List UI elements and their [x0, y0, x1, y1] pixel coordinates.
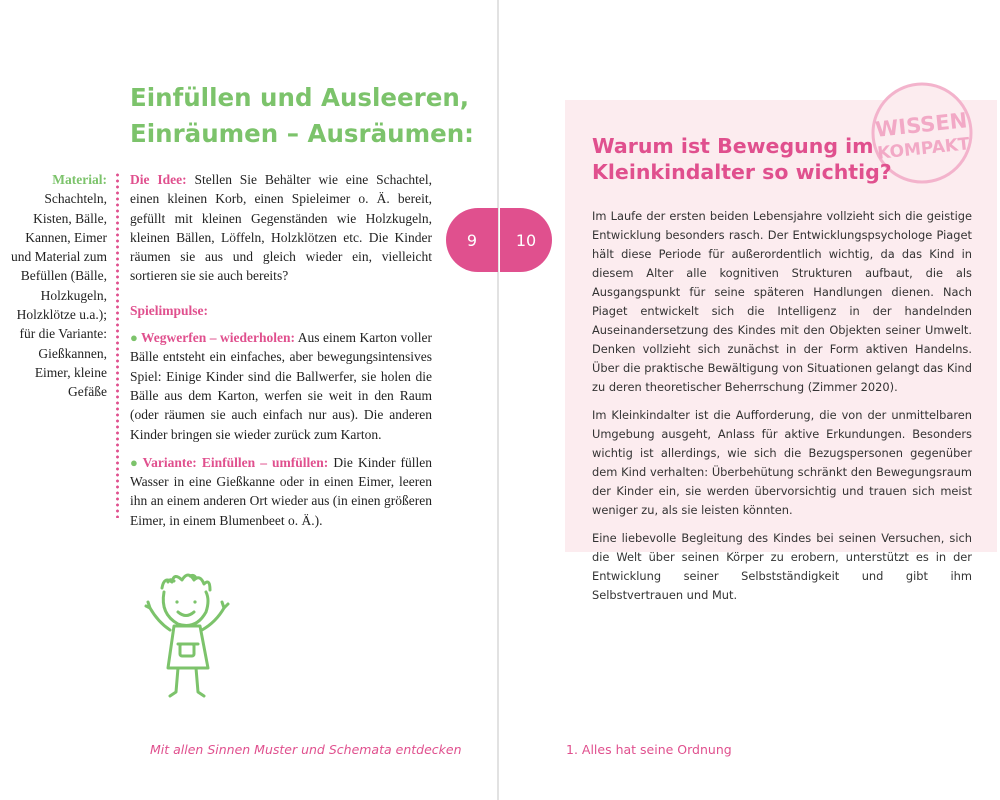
- material-line: Kisten, Bälle,: [33, 210, 107, 226]
- dotted-divider: [116, 172, 119, 518]
- material-line: Holzkugeln,: [40, 287, 107, 303]
- material-line: Kannen, Eimer: [25, 229, 107, 245]
- material-line: Eimer, kleine: [34, 364, 107, 380]
- left-page-title: [130, 80, 474, 152]
- footer-left: Mit allen Sinnen Muster und Schemata entdecken: [150, 742, 462, 757]
- material-label: Material:: [52, 172, 107, 187]
- material-line: und Material zum: [11, 249, 107, 265]
- idea-text: Stellen Sie Behälter wie eine Schachtel, einen kleinen Korb, einen Spieleimer o. Ä. bereit, gefüllt mit kleinen Gegenständen wie Holzkugeln, kleinen Bällen, Löffeln, Holzklötzen etc. Die Kinder räumen sie aus und gleich wieder ein, vielleicht sortieren sie sie auch bereits?: [130, 172, 432, 284]
- book-gutter: [497, 0, 499, 800]
- material-line: Holzklötze u.a.);: [16, 307, 107, 323]
- info-box-title: [592, 133, 892, 185]
- impulse-label: Variante: Einfüllen – umfüllen:: [142, 454, 329, 470]
- material-sidebar: [0, 170, 107, 402]
- impulse-label: Wegwerfen – wiederholen:: [141, 330, 295, 346]
- info-box-text: [592, 207, 972, 614]
- material-line: Gießkannen,: [38, 345, 107, 361]
- material-line: Befüllen (Bälle,: [20, 268, 107, 284]
- impulse-item: [130, 453, 432, 530]
- material-line: Schachteln,: [44, 191, 107, 207]
- main-text-column: [130, 170, 432, 530]
- impulse-text: Die Kinder füllen Wasser in eine Gießkanne oder in einen Eimer, leeren ihn an einem anderen Ort wieder aus (in einen größeren Eimer, in einem Blumenbeet o. Ä.).: [130, 454, 433, 528]
- impulse-item: [130, 328, 432, 444]
- material-line: Gefäße: [68, 384, 107, 400]
- title-line-1: Einfüllen und Ausleeren,: [130, 83, 470, 112]
- child-illustration: [140, 568, 240, 708]
- info-paragraph: Im Laufe der ersten beiden Lebensjahre vollzieht sich die geistige Entwicklung besonders rasch. Der Entwicklungspsychologe Piaget hält diese Periode für außerordentlich wichtig, da das Kind in diesem Alter alle kognitiven Strukturen aufbaut, die als Ausgangspunkt für seine späteren Handlungen dienen. Nach Piaget entwickelt sich die Intelligenz in der handelnden Auseinandersetzung des Kindes mit den Objekten seiner Umwelt. Denken vollzieht sich zunächst in der Form aktiven Handelns. Über die praktische Bewältigung von Situationen gelangt das Kind zu deren theoretischer Beherrschung (Zimmer 2020).: [592, 209, 972, 394]
- impulses-heading: Spielimpulse:: [130, 302, 209, 318]
- stamp-line-1: WISSEN: [874, 108, 969, 142]
- page-number-left: 9: [446, 208, 498, 272]
- footer-right: 1. Alles hat seine Ordnung: [566, 742, 732, 757]
- bullet-dot-icon: ●: [130, 454, 140, 470]
- idea-label: Die Idee:: [130, 172, 187, 187]
- page-number-right: 10: [500, 208, 552, 272]
- box-title-line-2: Kleinkindalter so wichtig?: [592, 160, 892, 184]
- title-line-2: Einräumen – Ausräumen:: [130, 119, 474, 148]
- stamp-line-2: KOMPAKT: [876, 134, 971, 164]
- info-paragraph: Im Kleinkindalter ist die Aufforderung, die von der unmittelbaren Umgebung ausgeht, Anlass für aktive Erkundungen. Besonders wichtig ist allerdings, wie sich die Bezugspersonen gegenüber dem Kind verhalten: Überbehütung schränkt den Bewegungsraum der Kinder ein, sie werden übervorsichtig und trauen sich meist weniger zu, als sie leisten könnten.: [592, 408, 972, 517]
- bullet-dot-icon: ●: [130, 330, 138, 346]
- impulse-text: Aus einem Karton voller Bälle entsteht ein einfaches, aber bewegungsintensives Spiel: Einige Kinder sind die Ballwerfer, sie holen die Bälle aus dem Karton, werfen sie weit in den Raum (oder räumen sie auch einfach nur aus). Die anderen Kinder bringen sie wieder zurück zum Karton.: [130, 330, 432, 442]
- material-line: für die Variante:: [19, 326, 107, 342]
- idea-paragraph: [130, 170, 432, 286]
- info-paragraph: Eine liebevolle Begleitung des Kindes bei seinen Versuchen, sich die Welt über seinen Körper zu erobern, unterstützt es in der Entwicklung seiner Selbstständigkeit und gibt ihm Selbstvertrauen und Mut.: [592, 531, 972, 602]
- box-title-line-1: Warum ist Bewegung im: [592, 134, 874, 158]
